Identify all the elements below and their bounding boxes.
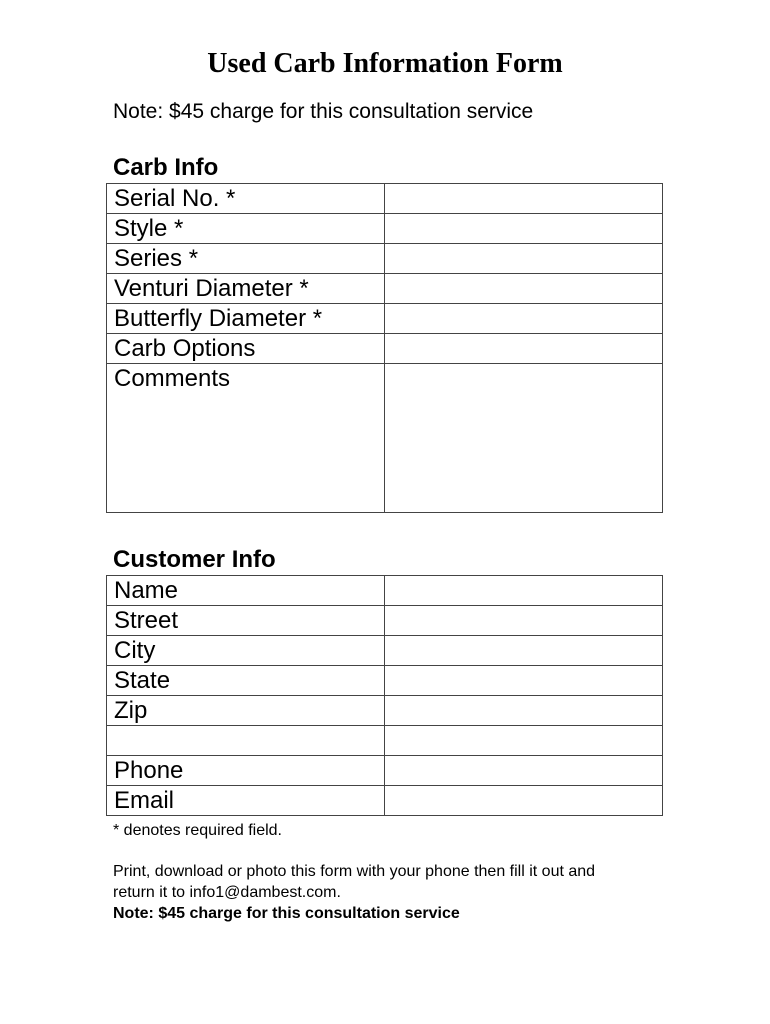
zip-field[interactable]	[385, 696, 663, 726]
table-row	[107, 244, 663, 274]
butterfly-diameter-field[interactable]	[385, 304, 663, 334]
state-label: State	[107, 666, 385, 696]
street-label: Street	[107, 606, 385, 636]
table-row	[107, 756, 663, 786]
table-row	[107, 364, 663, 513]
carb-info-table	[106, 183, 663, 513]
table-row	[107, 786, 663, 816]
venturi-diameter-label: Venturi Diameter *	[107, 274, 385, 304]
carb-options-field[interactable]	[385, 334, 663, 364]
name-field[interactable]	[385, 576, 663, 606]
required-note: * denotes required field.	[113, 822, 282, 839]
state-field[interactable]	[385, 666, 663, 696]
charge-note: Note: $45 charge for this consultation service	[113, 100, 534, 123]
table-row	[107, 636, 663, 666]
customer-info-table	[106, 575, 663, 816]
carb-info-heading: Carb Info	[113, 154, 219, 181]
city-label: City	[107, 636, 385, 666]
comments-label: Comments	[107, 364, 385, 513]
style-label: Style *	[107, 214, 385, 244]
email-label: Email	[107, 786, 385, 816]
venturi-diameter-field[interactable]	[385, 274, 663, 304]
table-row	[107, 304, 663, 334]
serial-no-label: Serial No. *	[107, 184, 385, 214]
city-field[interactable]	[385, 636, 663, 666]
serial-no-field[interactable]	[385, 184, 663, 214]
table-row	[107, 666, 663, 696]
email-field[interactable]	[385, 786, 663, 816]
phone-field[interactable]	[385, 756, 663, 786]
series-label: Series *	[107, 244, 385, 274]
table-row	[107, 334, 663, 364]
charge-note-bold: Note: $45 charge for this consultation service	[113, 905, 460, 922]
instructions-line-1: Print, download or photo this form with your phone then fill it out and	[113, 863, 596, 880]
street-field[interactable]	[385, 606, 663, 636]
name-label: Name	[107, 576, 385, 606]
table-row	[107, 214, 663, 244]
blank-label	[107, 726, 385, 756]
table-row	[107, 576, 663, 606]
table-row	[107, 726, 663, 756]
instructions-line-2: return it to info1@dambest.com.	[113, 884, 341, 901]
series-field[interactable]	[385, 244, 663, 274]
form-title: Used Carb Information Form	[207, 48, 563, 79]
customer-info-heading: Customer Info	[113, 546, 276, 573]
table-row	[107, 606, 663, 636]
zip-label: Zip	[107, 696, 385, 726]
table-row	[107, 184, 663, 214]
phone-label: Phone	[107, 756, 385, 786]
table-row	[107, 274, 663, 304]
table-row	[107, 696, 663, 726]
blank-field[interactable]	[385, 726, 663, 756]
butterfly-diameter-label: Butterfly Diameter *	[107, 304, 385, 334]
carb-options-label: Carb Options	[107, 334, 385, 364]
style-field[interactable]	[385, 214, 663, 244]
comments-field[interactable]	[385, 364, 663, 513]
